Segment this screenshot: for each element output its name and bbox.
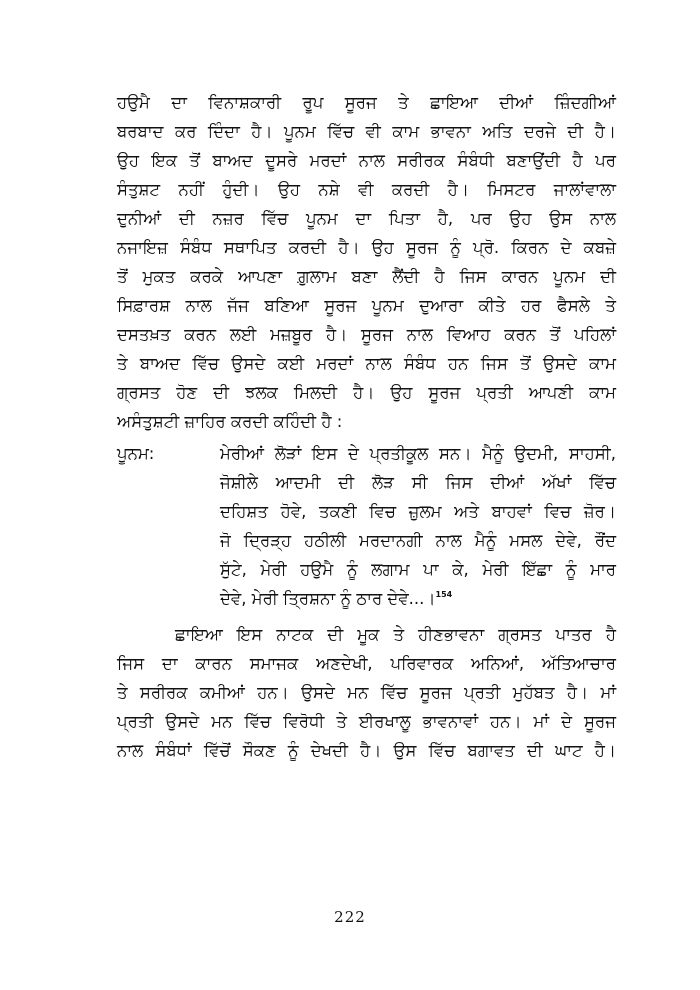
quote-line-6-text: ਦੇਵੇ, ਮੇਰੀ ਤ੍ਰਿਸ਼ਨਾ ਨੂੰ ਠਾਰ ਦੇਵੇ...। bbox=[220, 589, 436, 608]
quote-speaker: ਪੂਨਮ: bbox=[117, 444, 155, 463]
paragraph-1-line-2: ਬਰਬਾਦ ਕਰ ਦਿੰਦਾ ਹੈ। ਪੂਨਮ ਵਿੱਚ ਵੀ ਕਾਮ ਭਾਵਨਾ ਅਤਿ ਦਰਜੇ ਦੀ ਹੈ। bbox=[117, 122, 616, 141]
paragraph-1-line-10: ਤੇ ਬਾਅਦ ਵਿੱਚ ਉਸਦੇ ਕਈ ਮਰਦਾਂ ਨਾਲ ਸੰਬੰਧ ਹਨ ਜਿਸ ਤੋਂ ਉਸਦੇ ਕਾਮ bbox=[117, 354, 616, 373]
footnote-reference[interactable]: 154 bbox=[435, 590, 453, 599]
paragraph-1-line-12: ਅਸੰਤੁਸ਼ਟੀ ਜ਼ਾਹਿਰ ਕਰਦੀ ਕਹਿੰਦੀ ਹੈ : bbox=[117, 412, 343, 431]
paragraph-1-line-9: ਦਸਤਖ਼ਤ ਕਰਨ ਲਈ ਮਜ਼ਬੂਰ ਹੈ। ਸੂਰਜ ਨਾਲ ਵਿਆਹ ਕਰਨ ਤੋਂ ਪਹਿਲਾਂ bbox=[117, 325, 616, 344]
quote-line-2: ਜੋਸ਼ੀਲੇ ਆਦਮੀ ਦੀ ਲੋੜ ਸੀ ਜਿਸ ਦੀਆਂ ਅੱਖਾਂ ਵਿੱਚ bbox=[220, 473, 616, 492]
paragraph-2-line-5: ਨਾਲ ਸੰਬੰਧਾਂ ਵਿੱਚੋਂ ਸੌਕਣ ਨੂੰ ਦੇਖਦੀ ਹੈ। ਉਸ ਵਿੱਚ ਬਗਾਵਤ ਦੀ ਘਾਟ ਹੈ। bbox=[117, 741, 616, 760]
quote-line-4: ਜੋ ਦ੍ਰਿੜ੍ਹ ਹਠੀਲੀ ਮਰਦਾਨਗੀ ਨਾਲ ਮੈਨੂੰ ਮਸਲ ਦੇਵੇ, ਰੌਂਦ bbox=[220, 531, 616, 550]
quote-line-1: ਮੇਰੀਆਂ ਲੋੜਾਂ ਇਸ ਦੇ ਪ੍ਰਤੀਕੂਲ ਸਨ। ਮੈਨੂੰ ਉਦਮੀ, ਸਾਹਸੀ, bbox=[220, 444, 616, 463]
paragraph-1-line-1: ਹਉਮੈ ਦਾ ਵਿਨਾਸ਼ਕਾਰੀ ਰੂਪ ਸੂਰਜ ਤੇ ਛਾਇਆ ਦੀਆਂ ਜ਼ਿੰਦਗੀਆਂ bbox=[117, 93, 616, 112]
quote-line-3: ਦਹਿਸ਼ਤ ਹੋਵੇ, ਤਕਣੀ ਵਿਚ ਜ਼ੁਲਮ ਅਤੇ ਬਾਹਵਾਂ ਵਿਚ ਜ਼ੋਰ। bbox=[220, 502, 616, 521]
paragraph-1-line-8: ਸਿਫ਼ਾਰਸ਼ ਨਾਲ ਜੱਜ ਬਣਿਆ ਸੂਰਜ ਪੂਨਮ ਦੁਆਰਾ ਕੀਤੇ ਹਰ ਫੈਸਲੇ ਤੇ bbox=[117, 296, 616, 315]
paragraph-2-line-2: ਜਿਸ ਦਾ ਕਾਰਨ ਸਮਾਜਕ ਅਣਦੇਖੀ, ਪਰਿਵਾਰਕ ਅਨਿਆਂ, ਅੱਤਿਆਚਾਰ bbox=[117, 654, 616, 673]
paragraph-1-line-3: ਉਹ ਇਕ ਤੋਂ ਬਾਅਦ ਦੂਸਰੇ ਮਰਦਾਂ ਨਾਲ ਸਰੀਰਕ ਸੰਬੰਧੀ ਬਣਾਉਂਦੀ ਹੈ ਪਰ bbox=[117, 151, 616, 170]
paragraph-1-line-5: ਦੁਨੀਆਂ ਦੀ ਨਜ਼ਰ ਵਿੱਚ ਪੂਨਮ ਦਾ ਪਿਤਾ ਹੈ, ਪਰ ਉਹ ਉਸ ਨਾਲ bbox=[117, 209, 616, 228]
paragraph-2-line-3: ਤੇ ਸਰੀਰਕ ਕਮੀਆਂ ਹਨ। ਉਸਦੇ ਮਨ ਵਿੱਚ ਸੂਰਜ ਪ੍ਰਤੀ ਮੁਹੱਬਤ ਹੈ। ਮਾਂ bbox=[117, 683, 616, 702]
page-number: 222 bbox=[334, 908, 366, 926]
paragraph-1-line-6: ਨਜਾਇਜ਼ ਸੰਬੰਧ ਸਥਾਪਿਤ ਕਰਦੀ ਹੈ। ਉਹ ਸੂਰਜ ਨੂੰ ਪ੍ਰੋ. ਕਿਰਨ ਦੇ ਕਬਜ਼ੇ bbox=[117, 238, 616, 257]
paragraph-1-line-11: ਗ੍ਰਸਤ ਹੋਣ ਦੀ ਝਲਕ ਮਿਲਦੀ ਹੈ। ਉਹ ਸੂਰਜ ਪ੍ਰਤੀ ਆਪਣੀ ਕਾਮ bbox=[117, 383, 616, 402]
paragraph-1-line-7: ਤੋਂ ਮੁਕਤ ਕਰਕੇ ਆਪਣਾ ਗ਼ੁਲਾਮ ਬਣਾ ਲੈਂਦੀ ਹੈ ਜਿਸ ਕਾਰਨ ਪੂਨਮ ਦੀ bbox=[117, 267, 616, 286]
paragraph-2-line-4: ਪ੍ਰਤੀ ਉਸਦੇ ਮਨ ਵਿੱਚ ਵਿਰੋਧੀ ਤੇ ਈਰਖਾਲੂ ਭਾਵਨਾਵਾਂ ਹਨ। ਮਾਂ ਦੇ ਸੂਰਜ bbox=[117, 712, 616, 731]
quote-line-5: ਸੁੱਟੇ, ਮੇਰੀ ਹਉਮੈ ਨੂੰ ਲਗਾਮ ਪਾ ਕੇ, ਮੇਰੀ ਇੱਛਾ ਨੂੰ ਮਾਰ bbox=[220, 560, 616, 579]
paragraph-2-line-1: ਛਾਇਆ ਇਸ ਨਾਟਕ ਦੀ ਮੂਕ ਤੇ ਹੀਣਭਾਵਨਾ ਗ੍ਰਸਤ ਪਾਤਰ ਹੈ bbox=[175, 625, 616, 644]
quote-line-6 bbox=[220, 587, 616, 611]
paragraph-1-line-4: ਸੰਤੁਸ਼ਟ ਨਹੀਂ ਹੁੰਦੀ। ਉਹ ਨਸ਼ੇ ਵੀ ਕਰਦੀ ਹੈ। ਮਿਸਟਰ ਜਾਲਾਂਵਾਲਾ bbox=[117, 180, 616, 199]
